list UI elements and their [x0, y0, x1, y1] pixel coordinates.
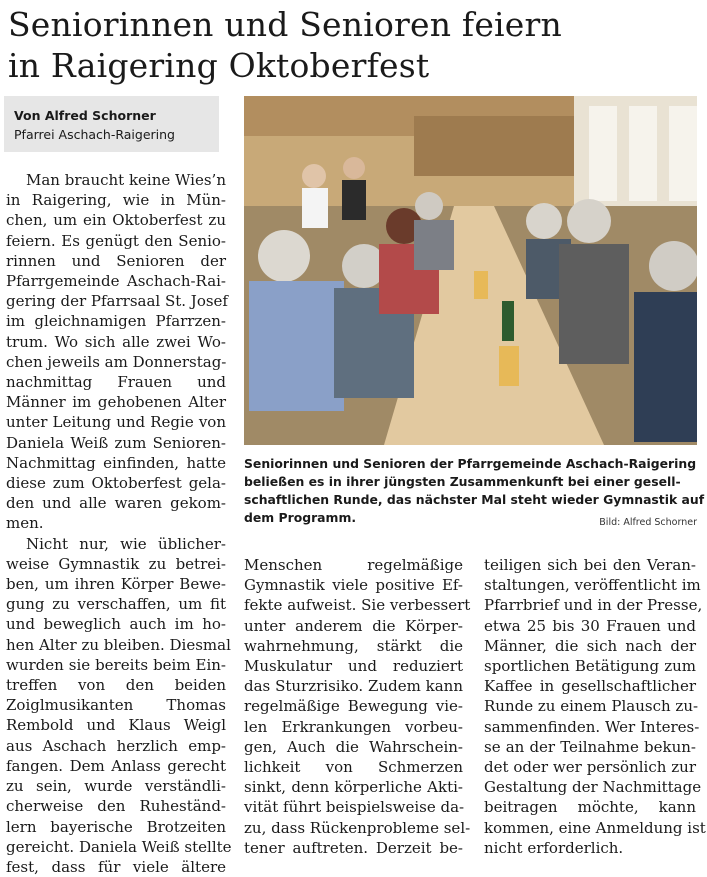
text-line: Gymnastik viele positive Ef-: [244, 576, 463, 595]
headline-line-1: Seniorinnen und Senioren feiern: [8, 5, 562, 44]
text-line: kommen, eine Anmeldung ist: [484, 818, 706, 837]
photo-credit: Bild: Alfred Schorner: [599, 517, 697, 528]
text-line: und beweglich auch im ho-: [6, 615, 226, 634]
article-paragraph-2: [6, 534, 232, 877]
text-line: wurden sie bereits beim Ein-: [6, 655, 226, 674]
article-column-1: [6, 170, 232, 877]
text-line: sportlichen Betätigung zum: [484, 657, 696, 676]
text-line: in Raigering, wie in Mün-: [6, 191, 226, 210]
text-line: hen Alter zu bleiben. Diesmal: [6, 635, 231, 654]
text-line: feiern. Es genügt den Senio-: [6, 231, 226, 250]
text-line: sinkt, denn körperliche Akti-: [244, 778, 463, 797]
text-line: vität führt beispielsweise da-: [244, 798, 465, 817]
text-line: teiligen sich bei den Veran-: [484, 556, 696, 574]
text-line: det oder wer persönlich zur: [484, 758, 696, 777]
text-line: Pfarrgemeinde Aschach-Rai-: [6, 272, 226, 291]
text-line: ben, um ihren Körper Bewe-: [6, 575, 226, 594]
text-line: Zoiglmusikanten Thomas: [6, 696, 226, 715]
article-paragraph-3: [484, 555, 706, 858]
text-line: etwa 25 bis 30 Frauen und: [484, 616, 696, 635]
text-line: Daniela Weiß zum Senioren-: [6, 433, 226, 452]
text-line: unter anderem die Körper-: [244, 616, 463, 635]
article-photo: [244, 96, 697, 445]
text-line: wahrnehmung, stärkt die: [244, 636, 463, 655]
text-line: gereicht. Daniela Weiß stellte: [6, 837, 232, 856]
text-line: Runde zu einem Plausch zu-: [484, 697, 699, 716]
article-paragraph-2-continued: [244, 555, 471, 858]
byline-box: [4, 96, 219, 152]
text-line: Nachmittag einfinden, hatte: [6, 453, 226, 472]
caption-line-4: dem Programm.: [244, 510, 357, 525]
headline: [8, 4, 698, 86]
byline-author: Von Alfred Schorner: [14, 108, 156, 123]
text-line: chen, um ein Oktoberfest zu: [6, 211, 226, 230]
text-line: zu sein, wurde verständli-: [6, 777, 226, 796]
caption-line-3: schaftlichen Runde, das nächster Mal steht wieder Gymnastik auf: [244, 492, 705, 507]
text-line: trum. Wo sich alle zwei Wo-: [6, 332, 226, 351]
text-line: nachmittag Frauen und: [6, 373, 226, 392]
text-line: das Sturzrisiko. Zudem kann: [244, 677, 463, 696]
text-line: se an der Teilnahme bekun-: [484, 737, 696, 756]
text-line: fangen. Dem Anlass gerecht: [6, 756, 226, 775]
text-line: fekte aufweist. Sie verbessert: [244, 596, 471, 615]
article-column-2: [244, 555, 471, 858]
text-line: im gleichnamigen Pfarrzen-: [6, 312, 226, 331]
text-line: Muskulatur und reduziert: [244, 657, 463, 676]
text-line: gung zu verschaffen, um fit: [6, 595, 226, 614]
text-line: Gestaltung der Nachmittage: [484, 778, 702, 797]
text-line: cherweise den Ruheständ-: [6, 797, 226, 816]
text-line: rinnen und Senioren der: [6, 251, 226, 270]
text-line: men.: [6, 514, 44, 533]
headline-line-2: in Raigering Oktoberfest: [8, 46, 430, 85]
article-paragraph-1: [6, 170, 226, 534]
text-line: aus Aschach herzlich emp-: [6, 736, 226, 755]
text-line: diese zum Oktoberfest gela-: [6, 474, 226, 493]
text-line: zu, dass Rückenprobleme sel-: [244, 818, 471, 837]
text-line: chen jeweils am Donnerstag-: [6, 352, 227, 371]
text-line: Menschen regelmäßige: [244, 556, 463, 574]
text-line: tener auftreten. Derzeit be-: [244, 838, 463, 857]
text-line: Kaffee in gesellschaftlicher: [484, 677, 696, 696]
text-line: Rembold und Klaus Weigl: [6, 716, 226, 735]
text-line: lern bayerische Brotzeiten: [6, 817, 226, 836]
text-line: Männer im gehobenen Alter: [6, 393, 226, 412]
text-line: beitragen möchte, kann: [484, 798, 696, 817]
text-line: fest, dass für viele ältere: [6, 857, 226, 876]
article-column-3: [484, 555, 706, 858]
text-line: staltungen, veröffentlicht im: [484, 576, 701, 595]
text-line: sammenfinden. Wer Interes-: [484, 717, 700, 736]
text-line: Pfarrbrief und in der Presse,: [484, 596, 703, 615]
text-line: gen, Auch die Wahrschein-: [244, 737, 463, 756]
text-line: nicht erforderlich.: [484, 838, 624, 857]
text-line: regelmäßige Bewegung vie-: [244, 697, 463, 716]
text-line: Man braucht keine Wies’n: [26, 171, 226, 189]
text-line: treffen von den beiden: [6, 676, 226, 695]
caption-line-1: Seniorinnen und Senioren der Pfarrgemeinde Aschach-Raigering: [244, 456, 697, 471]
text-line: gering der Pfarrsaal St. Josef: [6, 292, 228, 311]
text-line: weise Gymnastik zu betrei-: [6, 554, 226, 573]
photo-icon: [244, 96, 697, 445]
caption-line-2: beließen es in ihrer jüngsten Zusammenkunft bei einer gesell-: [244, 474, 681, 489]
text-line: lichkeit von Schmerzen: [244, 758, 463, 777]
text-line: Nicht nur, wie üblicher-: [26, 534, 226, 553]
text-line: Männer, die sich nach der: [484, 636, 696, 655]
text-line: den und alle waren gekom-: [6, 494, 226, 513]
byline-org: Pfarrei Aschach-Raigering: [14, 127, 175, 142]
text-line: unter Leitung und Regie von: [6, 413, 226, 432]
text-line: len Erkrankungen vorbeu-: [244, 717, 463, 736]
